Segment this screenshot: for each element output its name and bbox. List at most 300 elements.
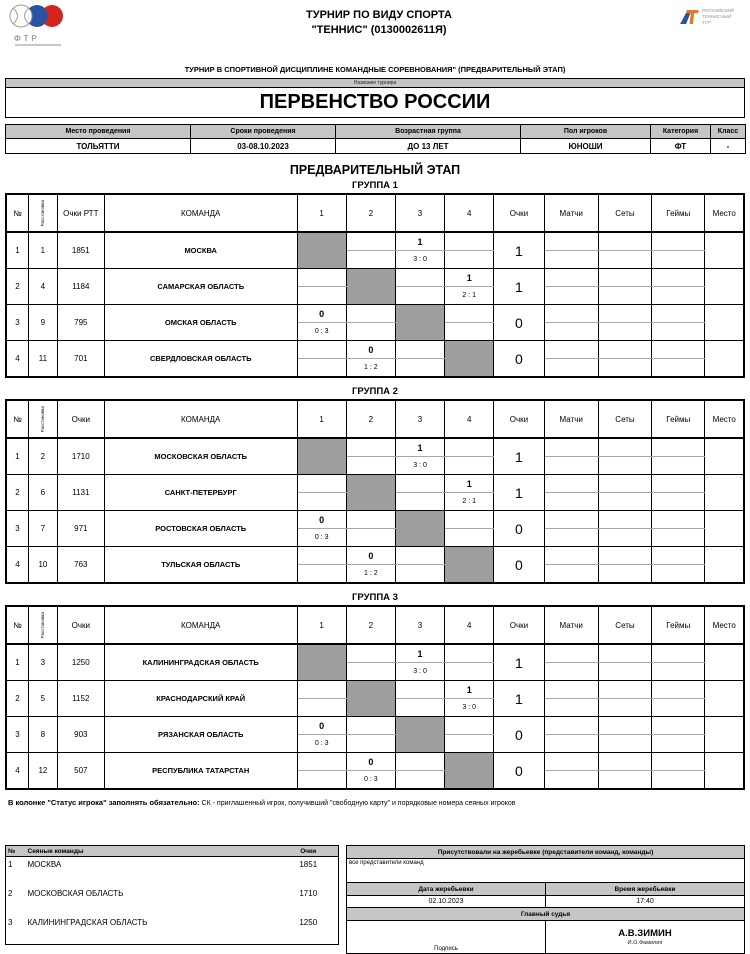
match-cell xyxy=(297,341,346,359)
row-seed: 11 xyxy=(29,341,58,378)
match-win: 0 xyxy=(346,341,395,359)
title-line-1: ТУРНИР ПО ВИДУ СПОРТА xyxy=(306,9,452,21)
matches-cell xyxy=(544,529,598,547)
sets-cell xyxy=(598,359,651,378)
team-name: ОМСКАЯ ОБЛАСТЬ xyxy=(104,305,297,341)
document-title xyxy=(78,4,680,38)
seeded-header-row xyxy=(6,846,339,857)
points-total: 0 xyxy=(494,305,544,341)
sets-cell xyxy=(598,305,651,323)
points-total: 0 xyxy=(494,547,544,584)
match-cell xyxy=(346,323,395,341)
match-cell xyxy=(395,475,444,493)
points-total: 0 xyxy=(494,341,544,378)
match-win: 1 xyxy=(395,232,444,251)
col-header-3: 3 xyxy=(395,400,444,438)
info-header-category: Категория xyxy=(651,125,711,139)
row-number: 3 xyxy=(6,305,29,341)
matches-cell xyxy=(544,287,598,305)
footnote-bold: В колонке "Статус игрока" заполнять обязательно: xyxy=(8,798,200,807)
match-cell xyxy=(346,644,395,663)
col-header-sets: Сеты xyxy=(598,606,651,644)
col-header-4: 4 xyxy=(445,606,494,644)
diagonal-cell xyxy=(395,717,444,753)
team-name: КРАСНОДАРСКИЙ КРАЙ xyxy=(104,681,297,717)
row-rtt-points: 1131 xyxy=(57,475,104,511)
sets-cell xyxy=(598,475,651,493)
matches-cell xyxy=(544,232,598,251)
sets-cell xyxy=(598,438,651,457)
place-cell xyxy=(705,511,744,547)
row-seed: 2 xyxy=(29,438,58,475)
chief-judge-label: Главный судья xyxy=(347,908,745,921)
team-row xyxy=(6,717,744,735)
games-cell xyxy=(652,644,705,663)
row-seed: 5 xyxy=(29,681,58,717)
tournament-name: ПЕРВЕНСТВО РОССИИ xyxy=(259,91,491,113)
sets-cell xyxy=(598,323,651,341)
group-1-title: ГРУППА 1 xyxy=(352,180,398,191)
points-total: 0 xyxy=(494,511,544,547)
seeded-row xyxy=(6,857,339,887)
judge-name-caption: И.О.Фамилия xyxy=(627,939,663,946)
match-win: 1 xyxy=(395,644,444,663)
diagonal-cell xyxy=(346,681,395,717)
info-header-age-group: Возрастная группа xyxy=(336,125,521,139)
diagonal-cell xyxy=(445,547,494,584)
row-rtt-points: 701 xyxy=(57,341,104,378)
col-header-num: № xyxy=(6,606,29,644)
match-cell xyxy=(395,681,444,699)
match-cell xyxy=(346,232,395,251)
match-win: 1 xyxy=(395,438,444,457)
place-cell xyxy=(705,475,744,511)
matches-cell xyxy=(544,305,598,323)
diagonal-cell xyxy=(395,511,444,547)
match-cell xyxy=(395,547,444,565)
team-row xyxy=(6,681,744,699)
col-header-1: 1 xyxy=(297,400,346,438)
matches-cell xyxy=(544,753,598,771)
team-name: РЕСПУБЛИКА ТАТАРСТАН xyxy=(104,753,297,790)
row-seed: 12 xyxy=(29,753,58,790)
draw-attended-value: все представители команд xyxy=(347,859,745,883)
matches-cell xyxy=(544,359,598,378)
col-header-sets: Сеты xyxy=(598,400,651,438)
match-cell xyxy=(445,232,494,251)
match-score: 3 : 0 xyxy=(395,251,444,269)
games-cell xyxy=(652,438,705,457)
sets-cell xyxy=(598,771,651,790)
match-cell xyxy=(297,269,346,287)
info-value-age-group: ДО 13 ЛЕТ xyxy=(336,139,521,154)
match-cell xyxy=(297,699,346,717)
sets-cell xyxy=(598,699,651,717)
match-cell xyxy=(395,565,444,584)
col-header-seeding: Расстановка xyxy=(29,400,58,438)
team-name: РОСТОВСКАЯ ОБЛАСТЬ xyxy=(104,511,297,547)
status-footnote xyxy=(8,798,750,807)
row-seed: 4 xyxy=(29,269,58,305)
match-cell xyxy=(346,438,395,457)
col-header-points: Очки xyxy=(57,606,104,644)
group-3-table xyxy=(5,605,745,790)
place-cell xyxy=(705,341,744,378)
seeded-team: КАЛИНИНГРАДСКАЯ ОБЛАСТЬ xyxy=(27,918,148,927)
games-cell xyxy=(652,681,705,699)
sets-cell xyxy=(598,457,651,475)
place-cell xyxy=(705,438,744,475)
games-cell xyxy=(652,269,705,287)
row-rtt-points: 1184 xyxy=(57,269,104,305)
games-cell xyxy=(652,771,705,790)
match-cell xyxy=(297,565,346,584)
team-row xyxy=(6,547,744,565)
col-header-place: Место xyxy=(705,400,744,438)
match-cell xyxy=(297,771,346,790)
match-cell xyxy=(346,717,395,735)
col-header-points: Очки РТТ xyxy=(57,194,104,232)
sets-cell xyxy=(598,251,651,269)
place-cell xyxy=(705,305,744,341)
col-header-4: 4 xyxy=(445,194,494,232)
games-cell xyxy=(652,511,705,529)
draw-date-value: 02.10.2023 xyxy=(347,896,546,908)
col-header-seeding: Расстановка xyxy=(29,194,58,232)
row-rtt-points: 1851 xyxy=(57,232,104,269)
row-seed: 8 xyxy=(29,717,58,753)
matches-cell xyxy=(544,565,598,584)
matches-cell xyxy=(544,771,598,790)
info-header-dates: Сроки проведения xyxy=(191,125,336,139)
seeded-pts: 1710 xyxy=(299,889,318,898)
sets-cell xyxy=(598,663,651,681)
match-cell xyxy=(445,457,494,475)
match-score: 0 : 3 xyxy=(297,529,346,547)
document-header xyxy=(0,0,750,52)
match-cell xyxy=(297,547,346,565)
draw-time-label: Время жеребьевки xyxy=(546,883,745,896)
group-2-table xyxy=(5,399,745,584)
points-total: 0 xyxy=(494,753,544,790)
match-cell xyxy=(395,341,444,359)
team-name: КАЛИНИНГРАДСКАЯ ОБЛАСТЬ xyxy=(104,644,297,681)
info-value-class: - xyxy=(711,139,746,154)
tournament-info-table xyxy=(5,124,746,154)
games-cell xyxy=(652,529,705,547)
games-cell xyxy=(652,251,705,269)
sets-cell xyxy=(598,529,651,547)
col-header-2: 2 xyxy=(346,400,395,438)
row-seed: 10 xyxy=(29,547,58,584)
team-row xyxy=(6,341,744,359)
discipline-subtitle: ТУРНИР В СПОРТИВНОЙ ДИСЦИПЛИНЕ КОМАНДНЫЕ СОРЕВНОВАНИЯ" (ПРЕДВАРИТЕЛЬНЫЙ ЭТАП) xyxy=(184,65,566,74)
col-header-seeding: Расстановка xyxy=(29,606,58,644)
games-cell xyxy=(652,359,705,378)
match-score: 0 : 3 xyxy=(346,771,395,790)
title-line-2: "ТЕННИС" (0130002611Я) xyxy=(311,23,447,36)
place-cell xyxy=(705,232,744,269)
col-header-matches: Матчи xyxy=(544,194,598,232)
ftr-logo xyxy=(8,4,78,46)
row-rtt-points: 1710 xyxy=(57,438,104,475)
team-name: МОСКВА xyxy=(104,232,297,269)
team-row xyxy=(6,644,744,663)
match-cell xyxy=(445,251,494,269)
games-cell xyxy=(652,717,705,735)
matches-cell xyxy=(544,717,598,735)
seeded-row xyxy=(6,915,339,945)
match-cell xyxy=(297,475,346,493)
match-score: 1 : 2 xyxy=(346,565,395,584)
match-win: 0 xyxy=(297,305,346,323)
info-value-dates: 03-08.10.2023 xyxy=(191,139,336,154)
row-rtt-points: 971 xyxy=(57,511,104,547)
match-cell xyxy=(395,493,444,511)
draw-attended-label: Присутствовали на жеребьевке (представители команд, команды) xyxy=(347,846,745,859)
games-cell xyxy=(652,475,705,493)
col-header-4: 4 xyxy=(445,400,494,438)
games-cell xyxy=(652,493,705,511)
team-name: САМАРСКАЯ ОБЛАСТЬ xyxy=(104,269,297,305)
match-win: 1 xyxy=(445,475,494,493)
row-number: 1 xyxy=(6,644,29,681)
match-win: 0 xyxy=(346,753,395,771)
row-rtt-points: 795 xyxy=(57,305,104,341)
points-total: 1 xyxy=(494,475,544,511)
matches-cell xyxy=(544,475,598,493)
stage-title: ПРЕДВАРИТЕЛЬНЫЙ ЭТАП xyxy=(289,163,461,177)
row-number: 4 xyxy=(6,341,29,378)
match-cell xyxy=(445,323,494,341)
points-total: 1 xyxy=(494,644,544,681)
sets-cell xyxy=(598,511,651,529)
points-total: 1 xyxy=(494,438,544,475)
matches-cell xyxy=(544,493,598,511)
team-row xyxy=(6,305,744,323)
match-cell xyxy=(445,511,494,529)
games-cell xyxy=(652,305,705,323)
col-header-place: Место xyxy=(705,606,744,644)
match-cell xyxy=(297,493,346,511)
diagonal-cell xyxy=(346,269,395,305)
match-score: 0 : 3 xyxy=(297,735,346,753)
rtt-logo xyxy=(680,4,742,28)
sets-cell xyxy=(598,341,651,359)
draw-time-value: 17:40 xyxy=(546,896,745,908)
seeded-num: 3 xyxy=(8,918,13,927)
match-cell xyxy=(395,269,444,287)
matches-cell xyxy=(544,681,598,699)
info-header-class: Класс xyxy=(711,125,746,139)
row-number: 2 xyxy=(6,269,29,305)
points-total: 1 xyxy=(494,681,544,717)
team-row xyxy=(6,475,744,493)
seeded-num-header: № xyxy=(6,846,26,857)
seeded-pts: 1851 xyxy=(299,860,318,869)
col-header-total: Очки xyxy=(494,400,544,438)
seeded-num: 2 xyxy=(8,889,13,898)
place-cell xyxy=(705,717,744,753)
col-header-games: Геймы xyxy=(652,606,705,644)
sets-cell xyxy=(598,547,651,565)
info-header-gender: Пол игроков xyxy=(521,125,651,139)
match-score: 0 : 3 xyxy=(297,323,346,341)
games-cell xyxy=(652,323,705,341)
team-name: ТУЛЬСКАЯ ОБЛАСТЬ xyxy=(104,547,297,584)
sets-cell xyxy=(598,269,651,287)
diagonal-cell xyxy=(395,305,444,341)
judge-name-cell xyxy=(546,921,745,954)
col-header-2: 2 xyxy=(346,606,395,644)
col-header-games: Геймы xyxy=(652,194,705,232)
row-rtt-points: 507 xyxy=(57,753,104,790)
match-score: 3 : 0 xyxy=(395,457,444,475)
matches-cell xyxy=(544,341,598,359)
team-row xyxy=(6,269,744,287)
team-row xyxy=(6,438,744,457)
seeded-pts-header: Очки xyxy=(279,846,339,857)
judge-name: А.В.ЗИМИН xyxy=(618,928,672,940)
place-cell xyxy=(705,681,744,717)
col-header-3: 3 xyxy=(395,194,444,232)
matches-cell xyxy=(544,547,598,565)
col-header-1: 1 xyxy=(297,606,346,644)
match-cell xyxy=(297,753,346,771)
bottom-section xyxy=(5,845,745,954)
row-rtt-points: 763 xyxy=(57,547,104,584)
match-cell xyxy=(297,681,346,699)
diagonal-cell xyxy=(346,475,395,511)
sets-cell xyxy=(598,493,651,511)
diagonal-cell xyxy=(297,438,346,475)
row-rtt-points: 1250 xyxy=(57,644,104,681)
match-score: 3 : 0 xyxy=(395,663,444,681)
match-score: 1 : 2 xyxy=(346,359,395,378)
matches-cell xyxy=(544,644,598,663)
match-cell xyxy=(346,529,395,547)
row-number: 4 xyxy=(6,547,29,584)
games-cell xyxy=(652,699,705,717)
row-rtt-points: 903 xyxy=(57,717,104,753)
row-number: 2 xyxy=(6,681,29,717)
draw-info-table xyxy=(346,845,745,954)
row-number: 3 xyxy=(6,717,29,753)
match-cell xyxy=(445,735,494,753)
match-cell xyxy=(395,287,444,305)
seeded-pts: 1250 xyxy=(299,918,318,927)
match-cell xyxy=(395,359,444,378)
footnote-rest: СК - приглашенный игрок, получивший "свободную карту" и порядковые номера сеяных игроков xyxy=(199,800,516,807)
sets-cell xyxy=(598,753,651,771)
match-cell xyxy=(346,735,395,753)
sets-cell xyxy=(598,644,651,663)
row-rtt-points: 1152 xyxy=(57,681,104,717)
diagonal-cell xyxy=(297,644,346,681)
col-header-team: КОМАНДА xyxy=(104,194,297,232)
matches-cell xyxy=(544,251,598,269)
ftr-logo-tagline xyxy=(15,44,61,46)
sets-cell xyxy=(598,717,651,735)
match-cell xyxy=(346,511,395,529)
match-cell xyxy=(445,663,494,681)
seeded-teams-table xyxy=(5,845,339,945)
place-cell xyxy=(705,269,744,305)
matches-cell xyxy=(544,457,598,475)
team-name: МОСКОВСКАЯ ОБЛАСТЬ xyxy=(104,438,297,475)
diagonal-cell xyxy=(297,232,346,269)
ftr-logo-icon xyxy=(8,4,66,30)
diagonal-cell xyxy=(445,753,494,790)
sets-cell xyxy=(598,232,651,251)
games-cell xyxy=(652,753,705,771)
col-header-games: Геймы xyxy=(652,400,705,438)
rtt-monogram-icon xyxy=(680,6,702,28)
match-cell xyxy=(346,251,395,269)
team-row xyxy=(6,753,744,771)
seeded-team-header: Сеяные команды xyxy=(26,846,279,857)
sets-cell xyxy=(598,735,651,753)
row-seed: 7 xyxy=(29,511,58,547)
match-cell xyxy=(395,699,444,717)
seeded-num: 1 xyxy=(8,860,13,869)
col-header-total: Очки xyxy=(494,194,544,232)
match-cell xyxy=(445,529,494,547)
match-score: 3 : 0 xyxy=(445,699,494,717)
match-cell xyxy=(297,359,346,378)
seeded-team: МОСКВА xyxy=(27,860,62,869)
match-cell xyxy=(346,663,395,681)
col-header-matches: Матчи xyxy=(544,400,598,438)
match-win: 1 xyxy=(445,269,494,287)
col-header-team: КОМАНДА xyxy=(104,400,297,438)
match-cell xyxy=(445,644,494,663)
match-win: 0 xyxy=(346,547,395,565)
team-row xyxy=(6,232,744,251)
tournament-name-box xyxy=(5,78,745,118)
matches-cell xyxy=(544,735,598,753)
col-header-sets: Сеты xyxy=(598,194,651,232)
place-cell xyxy=(705,644,744,681)
row-number: 1 xyxy=(6,232,29,269)
place-cell xyxy=(705,753,744,790)
match-cell xyxy=(445,717,494,735)
tournament-name-label: Название турнира xyxy=(6,79,744,88)
group-2-title: ГРУППА 2 xyxy=(352,386,398,397)
match-win: 0 xyxy=(297,511,346,529)
sets-cell xyxy=(598,681,651,699)
games-cell xyxy=(652,232,705,251)
matches-cell xyxy=(544,511,598,529)
group-3-header-row xyxy=(6,606,744,644)
col-header-3: 3 xyxy=(395,606,444,644)
row-number: 3 xyxy=(6,511,29,547)
points-total: 0 xyxy=(494,717,544,753)
team-row xyxy=(6,511,744,529)
seeded-team: МОСКОВСКАЯ ОБЛАСТЬ xyxy=(27,889,124,898)
team-name: РЯЗАНСКАЯ ОБЛАСТЬ xyxy=(104,717,297,753)
row-number: 1 xyxy=(6,438,29,475)
info-value-venue: ТОЛЬЯТТИ xyxy=(6,139,191,154)
col-header-num: № xyxy=(6,400,29,438)
match-win: 1 xyxy=(445,681,494,699)
seeded-row xyxy=(6,886,339,915)
col-header-matches: Матчи xyxy=(544,606,598,644)
row-number: 2 xyxy=(6,475,29,511)
ftr-logo-text: ФТР xyxy=(14,34,40,43)
col-header-team: КОМАНДА xyxy=(104,606,297,644)
points-total: 1 xyxy=(494,232,544,269)
